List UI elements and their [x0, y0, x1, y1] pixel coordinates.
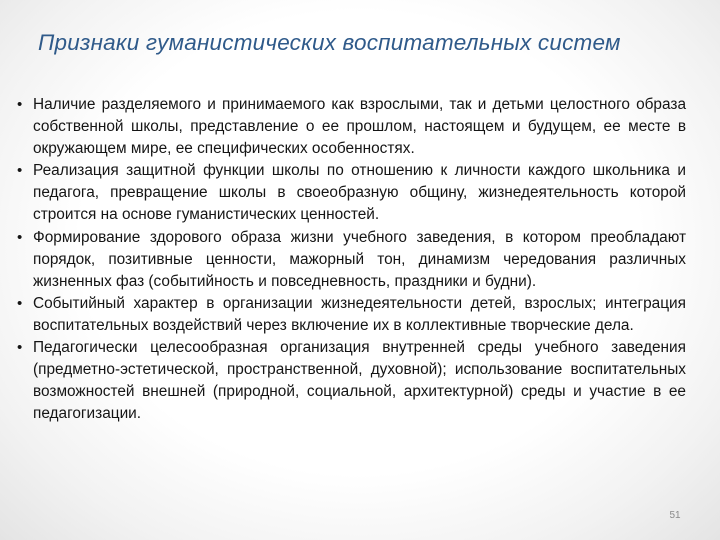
bullet-icon: • — [17, 294, 23, 312]
bullet-text: Реализация защитной функции школы по отношению к личности каждого школьника и педагога, превращение школы в своеобразную общину, жизнедеятельность которой строится на основе гуманистических ценностей. — [33, 162, 686, 224]
page-number: 51 — [669, 510, 681, 521]
bullet-list — [16, 94, 686, 425]
bullet-icon: • — [17, 339, 23, 357]
bullet-icon: • — [17, 96, 23, 113]
bullet-item — [16, 227, 686, 293]
bullet-item — [16, 293, 686, 337]
bullet-text: Формирование здорового образа жизни учебного заведения, в котором преобладают порядок, позитивные ценности, мажорный тон, динамизм чередования различных жизненных фаз (событийность и повседневность, праздники и будни). — [33, 228, 686, 290]
bullet-item — [16, 94, 686, 160]
bullet-text: Наличие разделяемого и принимаемого как взрослыми, так и детьми целостного образа собственной школы, представление о ее прошлом, настоящем и будущем, ее месте в окружающем мире, ее специфических особенностях. — [33, 96, 686, 158]
bullet-text: Событийный характер в организации жизнедеятельности детей, взрослых; интеграция воспитательных воздействий через включение их в коллективные творческие дела. — [33, 294, 686, 334]
bullet-icon: • — [17, 162, 23, 180]
bullet-item — [16, 160, 686, 226]
bullet-item — [16, 337, 686, 425]
bullet-text: Педагогически целесообразная организация внутренней среды учебного заведения (предметно-эстетической, пространственной, духовной); использование воспитательных возможностей внешней (природной, социальной, архитектурной) среды и участие в ее педагогизации. — [33, 339, 686, 423]
bullet-icon: • — [17, 228, 23, 246]
slide-title: Признаки гуманистических воспитательных систем — [38, 30, 621, 55]
